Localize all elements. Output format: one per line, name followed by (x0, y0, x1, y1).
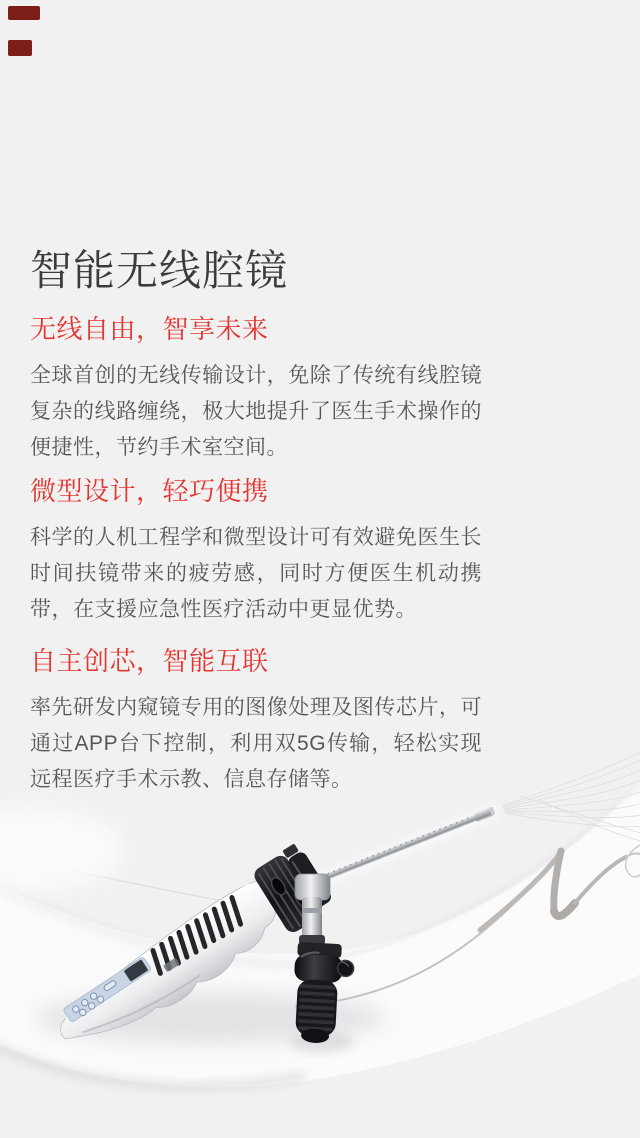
corner-mark-icon (8, 40, 32, 56)
section-heading: 自主创芯，智能互联 (30, 646, 269, 676)
section-heading: 微型设计，轻巧便携 (30, 476, 269, 506)
section-heading: 无线自由，智享未来 (30, 314, 269, 344)
page-title: 智能无线腔镜 (30, 247, 289, 294)
feature-section-wireless (30, 315, 482, 466)
wireless-endoscope-product-image (0, 740, 640, 1138)
section-body: 科学的人机工程学和微型设计可有效避免医生长时间扶镜带来的疲劳感，同时方便医生机动携带，在支援应急性医疗活动中更显优势。 (30, 525, 482, 621)
feature-section-compact (30, 477, 482, 628)
corner-mark-icon (8, 6, 40, 20)
section-body: 全球首创的无线传输设计，免除了传统有线腔镜复杂的线路缠绕，极大地提升了医生手术操作的便捷性，节约手术室空间。 (30, 363, 482, 459)
section-body: 率先研发内窥镜专用的图像处理及图传芯片，可通过APP台下控制，利用双5G传输，轻松实现远程医疗手术示教、信息存储等。 (30, 695, 482, 791)
